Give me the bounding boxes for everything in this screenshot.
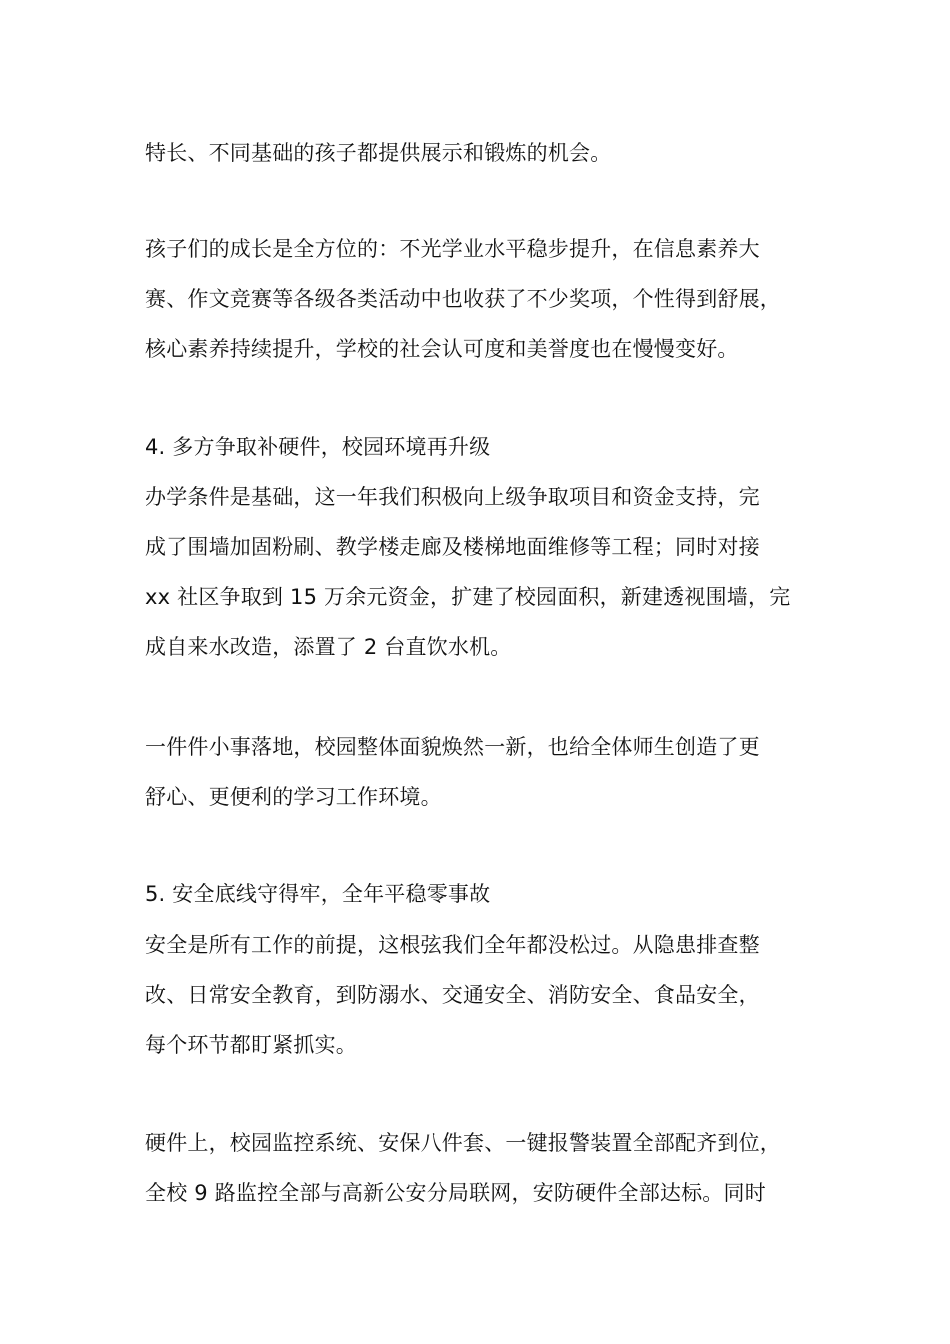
paragraph-line: 安全是所有工作的前提，这根弦我们全年都没松过。从隐患排查整	[145, 933, 760, 957]
paragraph-line: 孩子们的成长是全方位的：不光学业水平稳步提升，在信息素养大	[145, 237, 760, 261]
paragraph-line: xx 社区争取到 15 万余元资金，扩建了校园面积，新建透视围墙，完	[145, 585, 791, 609]
paragraph-line: 一件件小事落地，校园整体面貌焕然一新，也给全体师生创造了更	[145, 735, 760, 759]
paragraph-line: 赛、作文竞赛等各级各类活动中也收获了不少奖项，个性得到舒展，	[145, 287, 781, 311]
paragraph-line: 全校 9 路监控全部与高新公安分局联网，安防硬件全部达标。同时	[145, 1181, 766, 1205]
paragraph-line: 办学条件是基础，这一年我们积极向上级争取项目和资金支持，完	[145, 485, 760, 509]
paragraph-line: 舒心、更便利的学习工作环境。	[145, 785, 442, 809]
section-heading: 5. 安全底线守得牢，全年平稳零事故	[145, 882, 491, 906]
paragraph-line: 成自来水改造，添置了 2 台直饮水机。	[145, 635, 512, 659]
paragraph-line: 特长、不同基础的孩子都提供展示和锻炼的机会。	[145, 141, 612, 165]
paragraph-line: 硬件上，校园监控系统、安保八件套、一键报警装置全部配齐到位，	[145, 1131, 781, 1155]
section-heading: 4. 多方争取补硬件，校园环境再升级	[145, 435, 491, 459]
paragraph-line: 核心素养持续提升，学校的社会认可度和美誉度也在慢慢变好。	[145, 337, 739, 361]
paragraph-line: 成了围墙加固粉刷、教学楼走廊及楼梯地面维修等工程；同时对接	[145, 535, 760, 559]
paragraph-line: 每个环节都盯紧抓实。	[145, 1033, 357, 1057]
paragraph-line: 改、日常安全教育，到防溺水、交通安全、消防安全、食品安全，	[145, 983, 760, 1007]
